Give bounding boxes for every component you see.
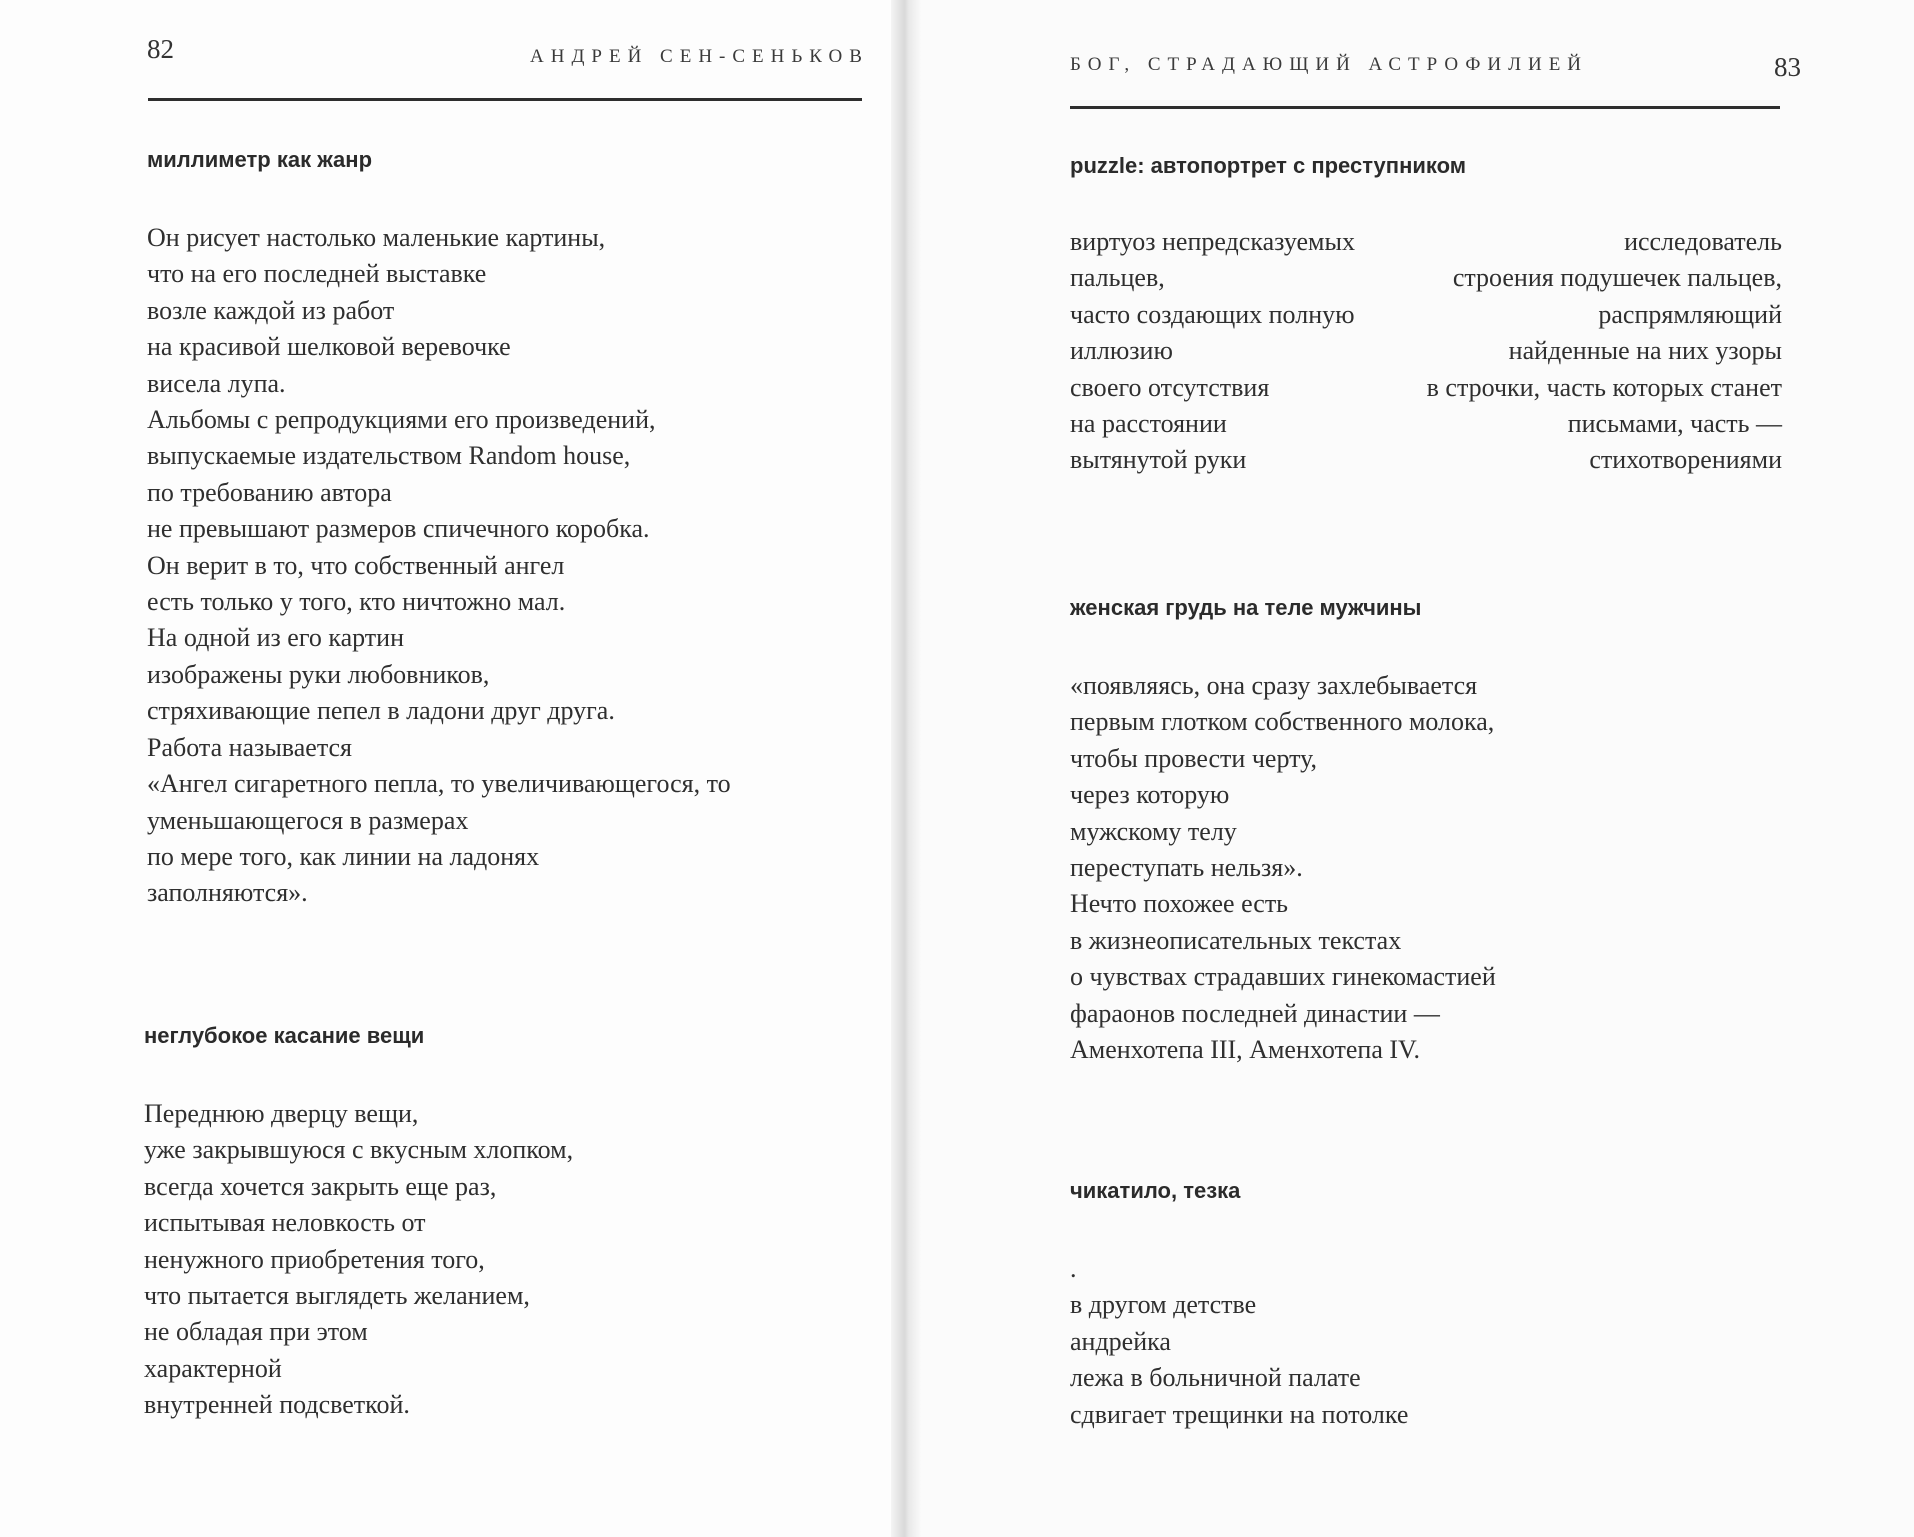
poem-line: фараонов последней династии — [1070, 998, 1440, 1028]
poem-line: Переднюю дверцу вещи, [144, 1099, 419, 1128]
running-head-book-title: БОГ, СТРАДАЮЩИЙ АСТРОФИЛИЕЙ [1070, 54, 1589, 75]
poem-line: ненужного приобретения того, [144, 1244, 485, 1274]
poem-line: не обладая при этом [144, 1317, 368, 1347]
poem-line: выпускаемые издательством Random house, [147, 441, 631, 471]
poem-line: виртуоз непредсказуемых [1070, 227, 1355, 256]
poem-line: есть только у того, кто ничтожно мал. [147, 587, 566, 617]
poem-line: Он верит в то, что собственный ангел [147, 550, 565, 580]
poem-title: женская грудь на теле мужчины [1070, 595, 1422, 620]
puzzle-columns [1070, 224, 1782, 479]
poem-line: через которую [1070, 780, 1230, 810]
poem-line: сдвигает трещинки на потолке [1070, 1399, 1409, 1429]
page-number-left: 82 [147, 34, 174, 64]
poem-line: Он рисует настолько маленькие картины, [147, 223, 606, 252]
poem-line: изображены руки любовников, [147, 659, 490, 689]
poem-line: своего отсутствия [1070, 372, 1270, 402]
header-rule-right [1070, 106, 1780, 109]
poem-line: Аменхотепа III, Аменхотепа IV. [1070, 1035, 1420, 1065]
poem-line: Альбомы с репродукциями его произведений, [147, 405, 656, 435]
left-page [0, 0, 891, 1537]
poem-millimeter [147, 142, 731, 912]
poem-line: переступать нельзя». [1070, 853, 1303, 883]
running-head-author: АНДРЕЙ СЕН-СЕНЬКОВ [530, 46, 869, 67]
poem-title: неглубокое касание вещи [144, 1023, 425, 1048]
poem-line: . [1070, 1254, 1077, 1283]
poem-chikatilo [1070, 1173, 1408, 1433]
poem-line: На одной из его картин [147, 623, 404, 653]
poem-line: уменьшающегося в размерах [147, 805, 469, 835]
poem-line: о чувствах страдавших гинекомастией [1070, 962, 1496, 992]
poem-puzzle [1070, 148, 1782, 479]
poem-line: иллюзию [1070, 336, 1173, 366]
poem-line: строения подушечек пальцев, [1452, 263, 1782, 293]
poem-body [1070, 668, 1496, 1068]
poem-title: миллиметр как жанр [147, 147, 373, 172]
poem-line: испытывая неловкость от [144, 1208, 426, 1238]
poem-line: андрейка [1070, 1326, 1171, 1356]
poem-line: по требованию автора [147, 477, 392, 507]
poem-line: на красивой шелковой веревочке [147, 332, 511, 362]
poem-line: возле каждой из работ [147, 295, 395, 325]
poem-line: в жизнеописательных текстах [1070, 925, 1402, 955]
poem-body [1070, 1251, 1408, 1433]
poem-line: найденные на них узоры [1508, 336, 1782, 366]
poem-line: по мере того, как линии на ладонях [147, 841, 540, 871]
poem-line: вытянутой руки [1070, 445, 1247, 475]
poem-line: что на его последней выставке [147, 259, 487, 289]
poem-line: в строчки, часть которых станет [1426, 372, 1782, 402]
poem-line: внутренней подсветкой. [144, 1390, 410, 1420]
poem-line: висела лупа. [147, 368, 286, 398]
poem-line: характерной [144, 1353, 282, 1383]
poem-line: мужскому телу [1070, 816, 1237, 846]
poem-line: уже закрывшуюся с вкусным хлопком, [144, 1135, 574, 1165]
poem-line: чтобы провести черту, [1070, 743, 1318, 773]
poem-line: исследователь [1624, 227, 1782, 256]
poem-line: Нечто похожее есть [1070, 889, 1289, 919]
poem-body [144, 1096, 573, 1424]
poem-title: чикатило, тезка [1070, 1178, 1241, 1203]
poem-line: распрямляющий [1598, 299, 1782, 329]
poem-line: не превышают размеров спичечного коробка. [147, 514, 650, 544]
poem-line: стряхивающие пепел в ладони друг друга. [147, 696, 615, 726]
puzzle-right-column [1427, 224, 1782, 479]
poem-line: лежа в больничной палате [1070, 1363, 1361, 1393]
poem-line: пальцев, [1070, 263, 1165, 293]
poem-line: на расстоянии [1070, 409, 1227, 439]
poem-line: письмами, часть — [1567, 409, 1782, 439]
poem-line: «Ангел сигаретного пепла, то увеличивающегося, то [147, 769, 731, 799]
poem-line: первым глотком собственного молока, [1070, 707, 1495, 737]
poem-line: стихотворениями [1589, 445, 1782, 475]
poem-female-breast [1070, 590, 1496, 1068]
puzzle-left-column [1070, 224, 1355, 479]
poem-line: в другом детстве [1070, 1290, 1257, 1320]
poem-line: заполняются». [147, 878, 308, 908]
header-rule-left [148, 98, 862, 101]
poem-body [147, 220, 731, 912]
poem-line: «появляясь, она сразу захлебывается [1070, 671, 1478, 700]
poem-title: puzzle: автопортрет с преступником [1070, 153, 1467, 178]
poem-line: всегда хочется закрыть еще раз, [144, 1171, 497, 1201]
page-number-right: 83 [1774, 52, 1801, 82]
poem-shallow-touch [144, 1018, 573, 1424]
poem-line: что пытается выглядеть желанием, [144, 1281, 530, 1311]
poem-line: часто создающих полную [1070, 299, 1355, 329]
poem-line: Работа называется [147, 732, 352, 762]
right-page [921, 0, 1914, 1537]
book-gutter [891, 0, 921, 1537]
